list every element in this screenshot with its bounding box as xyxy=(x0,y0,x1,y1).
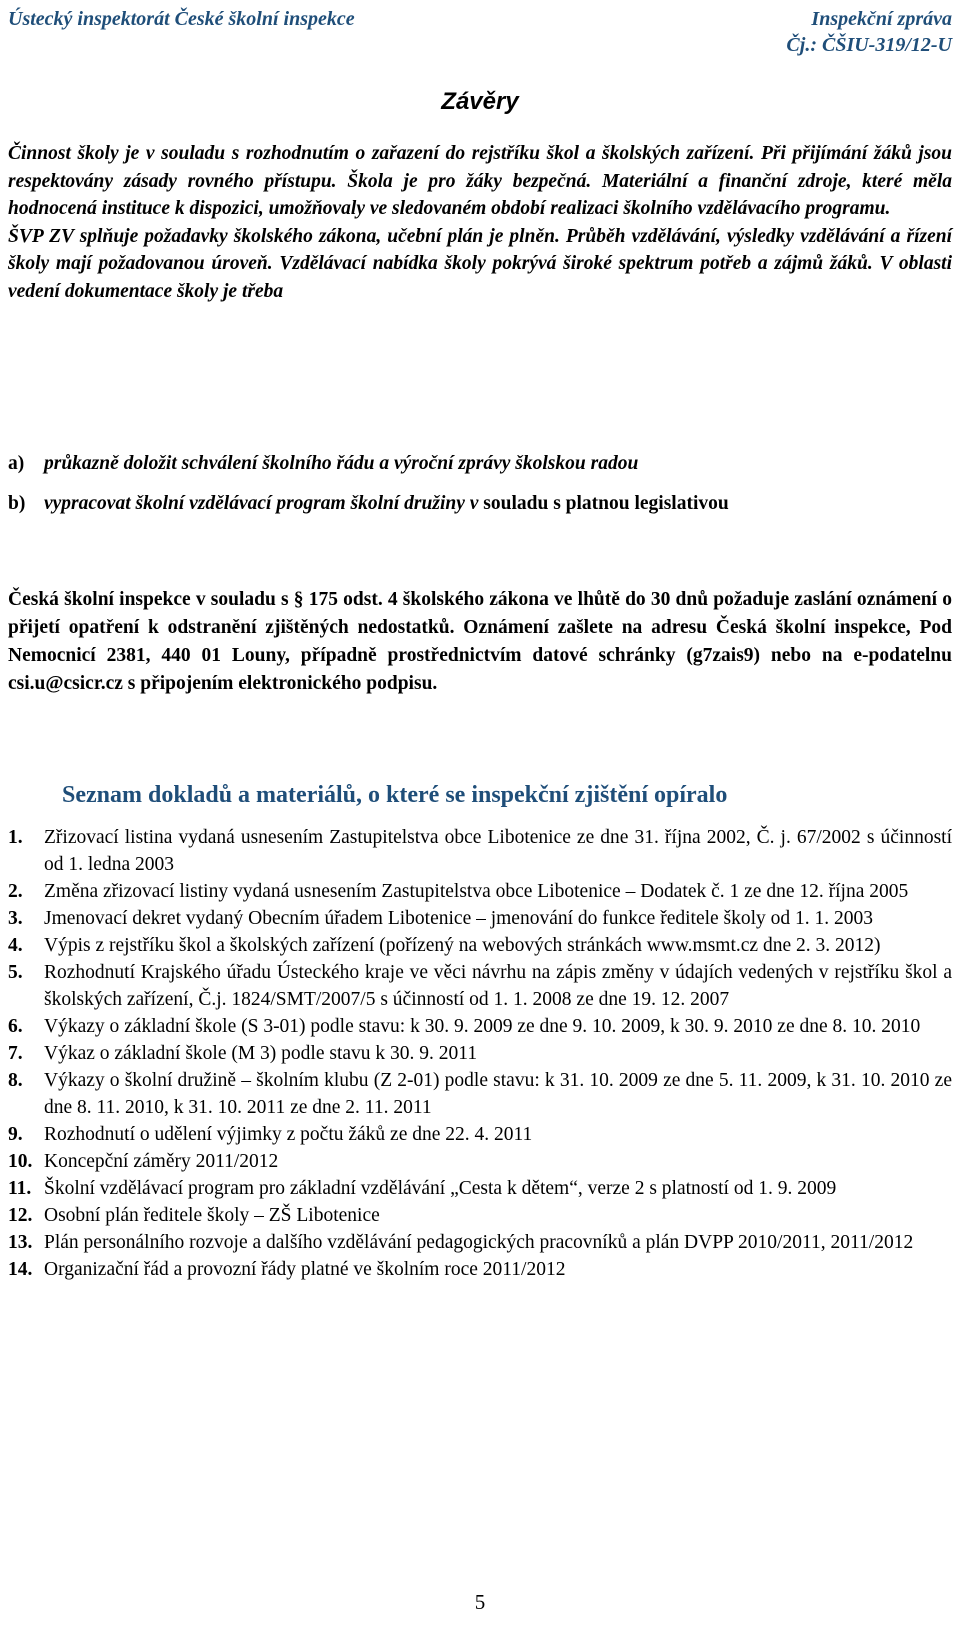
document-item-number: 2. xyxy=(8,881,23,902)
document-list-item xyxy=(8,1175,952,1202)
header-report-info xyxy=(786,6,952,58)
document-item-text: Rozhodnutí o udělení výjimky z počtu žáků ze dne 22. 4. 2011 xyxy=(44,1124,533,1145)
document-list-item xyxy=(8,1067,952,1121)
documents-list xyxy=(8,824,952,1283)
document-item-text: Výpis z rejstříku škol a školských zařízení (pořízený na webových stránkách www.msmt.cz dne 2. 3. 2012) xyxy=(44,935,881,956)
header-inspectorate: Ústecký inspektorát České školní inspekce xyxy=(8,8,355,30)
inspection-notice xyxy=(8,586,952,698)
document-list-item xyxy=(8,878,952,905)
requirement-text: průkazně doložit schválení školního řádu a výroční zprávy školskou radou xyxy=(44,453,639,474)
header-reference-number: Čj.: ČŠIU-319/12-U xyxy=(786,34,952,56)
conclusions-heading: Závěry xyxy=(441,88,519,115)
document-item-number: 4. xyxy=(8,935,23,956)
document-item-number: 3. xyxy=(8,908,23,929)
document-list-item xyxy=(8,1229,952,1256)
document-item-text: Zřizovací listina vydaná usnesením Zastupitelstva obce Libotenice ze dne 31. října 2002, Č. j. 67/2002 s účinností od 1. ledna 2003 xyxy=(44,827,952,875)
document-item-text: Jmenovací dekret vydaný Obecním úřadem Libotenice – jmenování do funkce ředitele školy od 1. 1. 2003 xyxy=(44,908,874,929)
inspection-notice-text: Česká školní inspekce v souladu s § 175 odst. 4 školského zákona ve lhůtě do 30 dnů požaduje zaslání oznámení o přijetí opatření k odstranění zjištěných nedostatků. Oznámení zašlete na adresu Česká školní inspekce, Pod Nemocnicí 2381, 440 01 Louny, případně prostřednictvím datové schránky (g7zais9) nebo na e-podatelnu csi.u@csicr.cz s připojením elektronického podpisu. xyxy=(8,589,952,694)
conclusions-text xyxy=(8,140,952,305)
document-item-text: Školní vzdělávací program pro základní vzdělávání „Cesta k dětem“, verze 2 s platností od 1. 9. 2009 xyxy=(44,1178,837,1199)
requirement-item-a xyxy=(8,450,952,477)
document-item-text: Osobní plán ředitele školy – ZŠ Libotenice xyxy=(44,1205,380,1226)
document-list-item xyxy=(8,824,952,878)
document-item-text: Rozhodnutí Krajského úřadu Ústeckého kraje ve věci návrhu na zápis změny v údajích vedených v rejstříku škol a školských zařízení, Č.j. 1824/SMT/2007/5 s účinností od 1. 1. 2008 ze dne 19. 12. 2007 xyxy=(44,962,952,1010)
requirement-label: a) xyxy=(8,453,25,474)
document-item-text: Výkazy o školní družině – školním klubu (Z 2-01) podle stavu: k 31. 10. 2009 ze dne 5. 11. 2009, k 31. 10. 2010 ze dne 8. 11. 2010, k 31. 10. 2011 ze dne 2. 11. 2011 xyxy=(44,1070,952,1118)
requirement-text-rest: souladu s platnou legislativou xyxy=(478,493,729,514)
document-list-item xyxy=(8,1121,952,1148)
document-item-number: 10. xyxy=(8,1151,33,1172)
document-item-number: 9. xyxy=(8,1124,23,1145)
document-item-text: Výkazy o základní škole (S 3-01) podle stavu: k 30. 9. 2009 ze dne 9. 10. 2009, k 30. 9. 2010 ze dne 8. 10. 2010 xyxy=(44,1016,921,1037)
conclusions-paragraph-2: ŠVP ZV splňuje požadavky školského zákona, učební plán je plněn. Průběh vzdělávání, výsledky vzdělávání a řízení školy mají požadovanou úroveň. Vzdělávací nabídka školy pokrývá široké spektrum potřeb a zájmů žáků. V oblasti vedení dokumentace školy je třeba xyxy=(8,225,952,302)
document-item-text: Změna zřizovací listiny vydaná usnesením Zastupitelstva obce Libotenice – Dodatek č. 1 ze dne 12. října 2005 xyxy=(44,881,909,902)
document-list-item xyxy=(8,1202,952,1229)
page-number: 5 xyxy=(474,1590,486,1614)
document-item-number: 1. xyxy=(8,827,23,848)
document-item-number: 7. xyxy=(8,1043,23,1064)
document-item-text: Výkaz o základní škole (M 3) podle stavu k 30. 9. 2011 xyxy=(44,1043,478,1064)
document-item-number: 14. xyxy=(8,1259,33,1280)
document-item-number: 6. xyxy=(8,1016,23,1037)
document-item-number: 11. xyxy=(8,1178,32,1199)
document-item-number: 12. xyxy=(8,1205,33,1226)
document-list-item xyxy=(8,1148,952,1175)
document-item-number: 13. xyxy=(8,1232,33,1253)
document-list-item xyxy=(8,1256,952,1283)
document-list-item xyxy=(8,959,952,1013)
document-item-text: Koncepční záměry 2011/2012 xyxy=(44,1151,279,1172)
requirement-label: b) xyxy=(8,493,26,514)
document-item-text: Plán personálního rozvoje a dalšího vzdělávání pedagogických pracovníků a plán DVPP 2010/2011, 2011/2012 xyxy=(44,1232,914,1253)
document-list-item xyxy=(8,932,952,959)
header-report-type: Inspekční zpráva xyxy=(811,8,952,30)
documents-heading: Seznam dokladů a materiálů, o které se inspekční zjištění opíralo xyxy=(62,782,728,808)
document-list-item xyxy=(8,1013,952,1040)
document-item-text: Organizační řád a provozní řády platné ve školním roce 2011/2012 xyxy=(44,1259,566,1280)
document-item-number: 8. xyxy=(8,1070,23,1091)
document-list-item xyxy=(8,905,952,932)
requirement-item-b xyxy=(8,490,952,517)
document-item-number: 5. xyxy=(8,962,23,983)
document-list-item xyxy=(8,1040,952,1067)
conclusions-paragraph-1: Činnost školy je v souladu s rozhodnutím o zařazení do rejstříku škol a školských zařízení. Při přijímání žáků jsou respektovány zásady rovného přístupu. Škola je pro žáky bezpečná. Materiální a finanční zdroje, které měla hodnocená instituce k dispozici, umožňovaly ve sledovaném období realizaci školního vzdělávacího programu. xyxy=(8,143,952,219)
requirement-text-italic: vypracovat školní vzdělávací program školní družiny v xyxy=(44,493,479,514)
